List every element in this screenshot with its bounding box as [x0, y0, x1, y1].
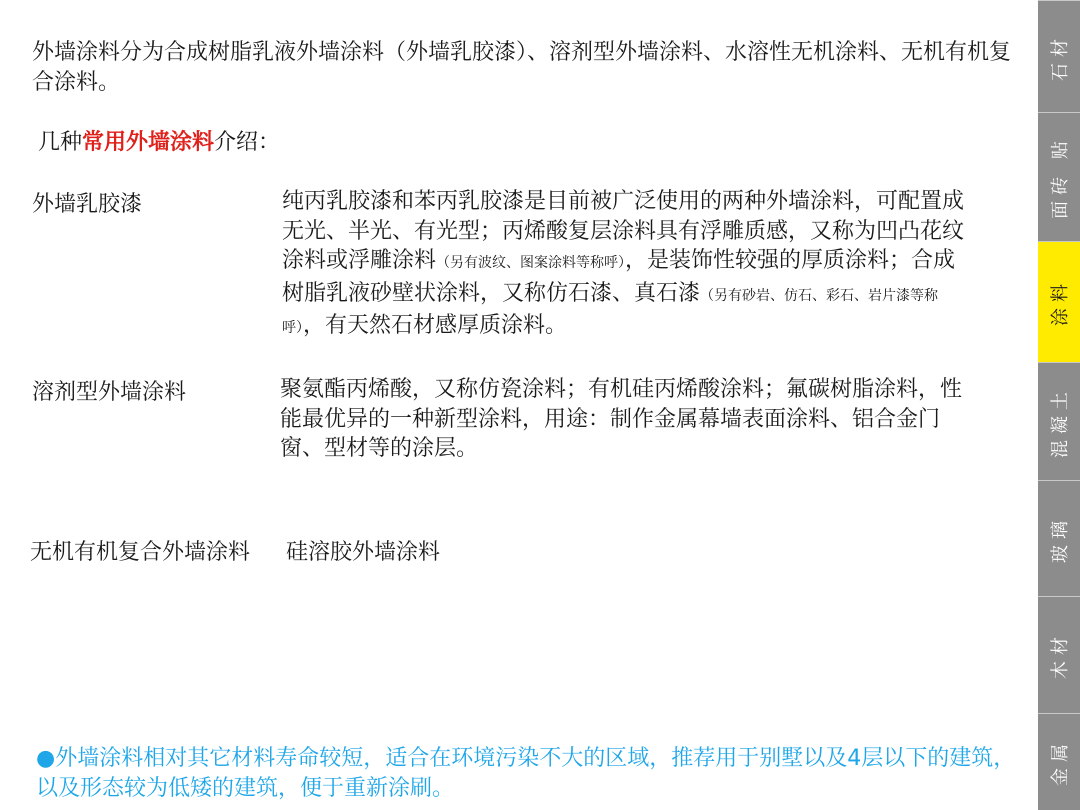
section-sidebar: [1038, 0, 1080, 810]
sidebar-tab-wood[interactable]: [1038, 596, 1080, 713]
desc-note: （另有砂岩、仿石、彩石、岩片漆等称呼）: [282, 287, 939, 336]
tab-label: 混凝土: [1050, 385, 1071, 458]
footer-note: ●外墙涂料相对其它材料寿命较短，适合在环境污染不大的区域，推荐用于别墅以及4层以下的建筑，以及形态较为低矮的建筑，便于重新涂刷。: [36, 746, 1016, 801]
desc-text: ，是装饰性较强的厚质涂料；合成树脂乳液砂壁状涂料，又称仿石漆、真石漆: [282, 248, 956, 306]
item-label-latex-paint: 外墙乳胶漆: [32, 192, 143, 217]
tab-label: 木材: [1050, 631, 1071, 679]
sidebar-tab-stone[interactable]: [1038, 0, 1080, 112]
tab-label: 金属: [1050, 738, 1071, 786]
section-subheading: [38, 128, 280, 158]
item-label-solvent-paint: 溶剂型外墙涂料: [32, 380, 187, 405]
subheading-suffix: 介绍：: [214, 130, 281, 155]
tab-label: 面砖 贴: [1050, 135, 1072, 219]
item-desc-solvent-paint: 聚氨酯丙烯酸，又称仿瓷涂料；有机硅丙烯酸涂料；氟碳树脂涂料，性能最优异的一种新型涂料，用途：制作金属幕墙表面涂料、铝合金门窗、型材等的涂层。: [280, 377, 963, 461]
item-desc-composite-paint: 硅溶胶外墙涂料: [286, 540, 441, 565]
subheading-prefix: 几种: [38, 130, 83, 155]
sidebar-tab-metal[interactable]: [1038, 713, 1080, 810]
sidebar-tab-paint[interactable]: [1038, 241, 1080, 362]
intro-paragraph: 外墙涂料分为合成树脂乳液外墙涂料（外墙乳胶漆）、溶剂型外墙涂料、水溶性无机涂料、无机有机复合涂料。: [32, 40, 1012, 95]
sidebar-tab-glass[interactable]: [1038, 480, 1080, 596]
desc-text: 纯丙乳胶漆和苯丙乳胶漆是目前被广泛使用的两种外墙涂料，可配置成无光、半光、有光型；丙烯酸复层涂料具有浮雕质感，又称为凹凸花纹涂料或浮雕涂料: [282, 189, 965, 273]
tab-label: 石材: [1050, 32, 1071, 81]
sidebar-tab-concrete[interactable]: [1038, 362, 1080, 480]
sidebar-tab-tile[interactable]: [1038, 112, 1080, 241]
desc-note: （另有波纹、图案涂料等称呼）: [436, 255, 626, 271]
item-label-composite-paint: 无机有机复合外墙涂料: [30, 540, 251, 565]
tab-label: 涂料: [1050, 278, 1071, 326]
tab-label: 玻璃: [1050, 514, 1071, 563]
desc-text: ，有天然石材感厚质涂料。: [303, 313, 568, 338]
subheading-highlight: 常用外墙涂料: [82, 130, 215, 155]
item-desc-latex-paint: [282, 187, 968, 344]
